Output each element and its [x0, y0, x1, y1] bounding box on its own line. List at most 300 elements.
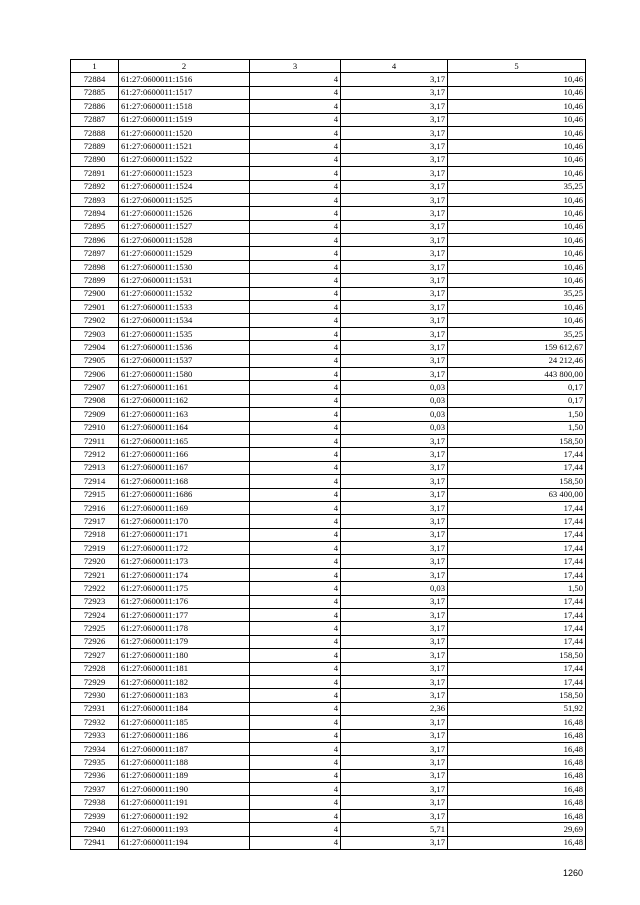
category-cell: 4 [250, 408, 341, 421]
category-cell: 4 [250, 207, 341, 220]
row-number-cell: 72910 [71, 421, 119, 434]
rate-cell: 3,17 [341, 769, 448, 782]
table-row [71, 501, 586, 514]
category-cell: 4 [250, 582, 341, 595]
row-number-cell: 72941 [71, 836, 119, 849]
rate-cell: 0,03 [341, 421, 448, 434]
row-number-cell: 72937 [71, 783, 119, 796]
row-number-cell: 72925 [71, 622, 119, 635]
amount-cell: 10,46 [448, 73, 586, 86]
row-number-cell: 72935 [71, 756, 119, 769]
cadastral-number-cell: 61:27:0600011:167 [119, 461, 250, 474]
category-cell: 4 [250, 542, 341, 555]
category-cell: 4 [250, 823, 341, 836]
cadastral-number-cell: 61:27:0600011:187 [119, 742, 250, 755]
category-cell: 4 [250, 287, 341, 300]
cadastral-number-cell: 61:27:0600011:1517 [119, 86, 250, 99]
amount-cell: 29,69 [448, 823, 586, 836]
cadastral-number-cell: 61:27:0600011:184 [119, 702, 250, 715]
rate-cell: 3,17 [341, 274, 448, 287]
cadastral-number-cell: 61:27:0600011:191 [119, 796, 250, 809]
category-cell: 4 [250, 448, 341, 461]
rate-cell: 3,17 [341, 716, 448, 729]
row-number-cell: 72911 [71, 434, 119, 447]
rate-cell: 3,17 [341, 341, 448, 354]
rate-cell: 3,17 [341, 528, 448, 541]
amount-cell: 16,48 [448, 756, 586, 769]
rate-cell: 3,17 [341, 220, 448, 233]
amount-cell: 17,44 [448, 675, 586, 688]
cadastral-number-cell: 61:27:0600011:188 [119, 756, 250, 769]
category-cell: 4 [250, 327, 341, 340]
category-cell: 4 [250, 367, 341, 380]
row-number-cell: 72917 [71, 515, 119, 528]
row-number-cell: 72898 [71, 260, 119, 273]
amount-cell: 51,92 [448, 702, 586, 715]
row-number-cell: 72904 [71, 341, 119, 354]
table-row [71, 796, 586, 809]
row-number-cell: 72939 [71, 809, 119, 822]
row-number-cell: 72914 [71, 475, 119, 488]
amount-cell: 10,46 [448, 140, 586, 153]
category-cell: 4 [250, 568, 341, 581]
category-cell: 4 [250, 796, 341, 809]
amount-cell: 1,50 [448, 408, 586, 421]
category-cell: 4 [250, 86, 341, 99]
cadastral-number-cell: 61:27:0600011:1533 [119, 301, 250, 314]
rate-cell: 3,17 [341, 796, 448, 809]
amount-cell: 17,44 [448, 622, 586, 635]
row-number-cell: 72918 [71, 528, 119, 541]
page-number: 1260 [562, 868, 583, 878]
table-row [71, 756, 586, 769]
table-row [71, 234, 586, 247]
rate-cell: 3,17 [341, 662, 448, 675]
cadastral-number-cell: 61:27:0600011:180 [119, 649, 250, 662]
row-number-cell: 72923 [71, 595, 119, 608]
rate-cell: 3,17 [341, 100, 448, 113]
row-number-cell: 72922 [71, 582, 119, 595]
category-cell: 4 [250, 247, 341, 260]
rate-cell: 3,17 [341, 475, 448, 488]
amount-cell: 17,44 [448, 448, 586, 461]
amount-cell: 17,44 [448, 568, 586, 581]
cadastral-number-cell: 61:27:0600011:181 [119, 662, 250, 675]
rate-cell: 3,17 [341, 126, 448, 139]
table-row [71, 742, 586, 755]
cadastral-number-cell: 61:27:0600011:170 [119, 515, 250, 528]
table-row [71, 823, 586, 836]
row-number-cell: 72890 [71, 153, 119, 166]
row-number-cell: 72921 [71, 568, 119, 581]
row-number-cell: 72892 [71, 180, 119, 193]
amount-cell: 24 212,46 [448, 354, 586, 367]
table-row [71, 327, 586, 340]
row-number-cell: 72884 [71, 73, 119, 86]
row-number-cell: 72934 [71, 742, 119, 755]
category-cell: 4 [250, 783, 341, 796]
rate-cell: 3,17 [341, 140, 448, 153]
table-row [71, 595, 586, 608]
rate-cell: 3,17 [341, 689, 448, 702]
cadastral-number-cell: 61:27:0600011:175 [119, 582, 250, 595]
rate-cell: 3,17 [341, 609, 448, 622]
category-cell: 4 [250, 662, 341, 675]
amount-cell: 158,50 [448, 434, 586, 447]
amount-cell: 17,44 [448, 542, 586, 555]
amount-cell: 17,44 [448, 528, 586, 541]
category-cell: 4 [250, 488, 341, 501]
category-cell: 4 [250, 756, 341, 769]
cadastral-number-cell: 61:27:0600011:1527 [119, 220, 250, 233]
cadastral-number-cell: 61:27:0600011:1522 [119, 153, 250, 166]
cadastral-number-cell: 61:27:0600011:1523 [119, 167, 250, 180]
rate-cell: 3,17 [341, 729, 448, 742]
cadastral-number-cell: 61:27:0600011:1534 [119, 314, 250, 327]
amount-cell: 17,44 [448, 555, 586, 568]
rate-cell: 3,17 [341, 675, 448, 688]
table-row [71, 649, 586, 662]
amount-cell: 1,50 [448, 582, 586, 595]
amount-cell: 10,46 [448, 100, 586, 113]
row-number-cell: 72919 [71, 542, 119, 555]
row-number-cell: 72908 [71, 394, 119, 407]
category-cell: 4 [250, 609, 341, 622]
rate-cell: 3,17 [341, 180, 448, 193]
cadastral-number-cell: 61:27:0600011:162 [119, 394, 250, 407]
rate-cell: 3,17 [341, 434, 448, 447]
cadastral-number-cell: 61:27:0600011:172 [119, 542, 250, 555]
rate-cell: 3,17 [341, 73, 448, 86]
amount-cell: 16,48 [448, 796, 586, 809]
amount-cell: 17,44 [448, 609, 586, 622]
table-row [71, 662, 586, 675]
rate-cell: 3,17 [341, 836, 448, 849]
amount-cell: 16,48 [448, 729, 586, 742]
category-cell: 4 [250, 421, 341, 434]
row-number-cell: 72928 [71, 662, 119, 675]
rate-cell: 3,17 [341, 247, 448, 260]
amount-cell: 10,46 [448, 220, 586, 233]
amount-cell: 10,46 [448, 247, 586, 260]
data-table [70, 59, 586, 850]
row-number-cell: 72903 [71, 327, 119, 340]
row-number-cell: 72936 [71, 769, 119, 782]
row-number-cell: 72893 [71, 193, 119, 206]
table-row [71, 729, 586, 742]
table-row [71, 247, 586, 260]
cadastral-number-cell: 61:27:0600011:173 [119, 555, 250, 568]
category-cell: 4 [250, 113, 341, 126]
column-header: 5 [448, 60, 586, 73]
amount-cell: 63 400,00 [448, 488, 586, 501]
amount-cell: 1,50 [448, 421, 586, 434]
row-number-cell: 72929 [71, 675, 119, 688]
cadastral-number-cell: 61:27:0600011:1532 [119, 287, 250, 300]
table-row [71, 341, 586, 354]
rate-cell: 3,17 [341, 568, 448, 581]
amount-cell: 0,17 [448, 394, 586, 407]
table-row [71, 461, 586, 474]
column-header: 3 [250, 60, 341, 73]
column-header: 4 [341, 60, 448, 73]
category-cell: 4 [250, 126, 341, 139]
table-row [71, 675, 586, 688]
rate-cell: 3,17 [341, 756, 448, 769]
row-number-cell: 72909 [71, 408, 119, 421]
table-row [71, 769, 586, 782]
table-row [71, 528, 586, 541]
table-row [71, 86, 586, 99]
row-number-cell: 72900 [71, 287, 119, 300]
table-row [71, 568, 586, 581]
cadastral-number-cell: 61:27:0600011:1535 [119, 327, 250, 340]
table-row [71, 448, 586, 461]
category-cell: 4 [250, 193, 341, 206]
cadastral-number-cell: 61:27:0600011:168 [119, 475, 250, 488]
cadastral-number-cell: 61:27:0600011:1519 [119, 113, 250, 126]
table-row [71, 126, 586, 139]
row-number-cell: 72926 [71, 635, 119, 648]
category-cell: 4 [250, 301, 341, 314]
category-cell: 4 [250, 729, 341, 742]
cadastral-number-cell: 61:27:0600011:1518 [119, 100, 250, 113]
amount-cell: 10,46 [448, 234, 586, 247]
row-number-cell: 72924 [71, 609, 119, 622]
category-cell: 4 [250, 742, 341, 755]
cadastral-number-cell: 61:27:0600011:1531 [119, 274, 250, 287]
amount-cell: 10,46 [448, 126, 586, 139]
table-row [71, 542, 586, 555]
category-cell: 4 [250, 140, 341, 153]
table-row [71, 783, 586, 796]
table-row [71, 140, 586, 153]
rate-cell: 3,17 [341, 542, 448, 555]
category-cell: 4 [250, 274, 341, 287]
rate-cell: 3,17 [341, 783, 448, 796]
column-header: 2 [119, 60, 250, 73]
cadastral-number-cell: 61:27:0600011:1521 [119, 140, 250, 153]
cadastral-number-cell: 61:27:0600011:1516 [119, 73, 250, 86]
cadastral-number-cell: 61:27:0600011:1537 [119, 354, 250, 367]
amount-cell: 35,25 [448, 327, 586, 340]
cadastral-number-cell: 61:27:0600011:194 [119, 836, 250, 849]
rate-cell: 3,17 [341, 595, 448, 608]
table-row [71, 367, 586, 380]
table-row [71, 515, 586, 528]
rate-cell: 3,17 [341, 113, 448, 126]
rate-cell: 3,17 [341, 515, 448, 528]
cadastral-number-cell: 61:27:0600011:163 [119, 408, 250, 421]
category-cell: 4 [250, 836, 341, 849]
cadastral-number-cell: 61:27:0600011:182 [119, 675, 250, 688]
rate-cell: 3,17 [341, 742, 448, 755]
rate-cell: 3,17 [341, 287, 448, 300]
category-cell: 4 [250, 314, 341, 327]
cadastral-number-cell: 61:27:0600011:1528 [119, 234, 250, 247]
amount-cell: 16,48 [448, 742, 586, 755]
table-row [71, 635, 586, 648]
table-row [71, 475, 586, 488]
row-number-cell: 72932 [71, 716, 119, 729]
rate-cell: 3,17 [341, 153, 448, 166]
rate-cell: 0,03 [341, 394, 448, 407]
table-row [71, 193, 586, 206]
category-cell: 4 [250, 622, 341, 635]
table-row [71, 689, 586, 702]
table-row [71, 100, 586, 113]
rate-cell: 0,03 [341, 381, 448, 394]
amount-cell: 16,48 [448, 769, 586, 782]
cadastral-number-cell: 61:27:0600011:179 [119, 635, 250, 648]
cadastral-number-cell: 61:27:0600011:161 [119, 381, 250, 394]
rate-cell: 3,17 [341, 234, 448, 247]
cadastral-number-cell: 61:27:0600011:192 [119, 809, 250, 822]
row-number-cell: 72905 [71, 354, 119, 367]
row-number-cell: 72902 [71, 314, 119, 327]
table-header-row [71, 60, 586, 73]
row-number-cell: 72886 [71, 100, 119, 113]
cadastral-number-cell: 61:27:0600011:174 [119, 568, 250, 581]
amount-cell: 16,48 [448, 783, 586, 796]
category-cell: 4 [250, 354, 341, 367]
cadastral-number-cell: 61:27:0600011:190 [119, 783, 250, 796]
amount-cell: 158,50 [448, 649, 586, 662]
table-row [71, 354, 586, 367]
rate-cell: 5,71 [341, 823, 448, 836]
amount-cell: 0,17 [448, 381, 586, 394]
cadastral-number-cell: 61:27:0600011:1526 [119, 207, 250, 220]
cadastral-number-cell: 61:27:0600011:165 [119, 434, 250, 447]
table-row [71, 394, 586, 407]
table-row [71, 301, 586, 314]
category-cell: 4 [250, 515, 341, 528]
amount-cell: 10,46 [448, 274, 586, 287]
row-number-cell: 72891 [71, 167, 119, 180]
category-cell: 4 [250, 220, 341, 233]
row-number-cell: 72931 [71, 702, 119, 715]
category-cell: 4 [250, 595, 341, 608]
row-number-cell: 72889 [71, 140, 119, 153]
category-cell: 4 [250, 260, 341, 273]
amount-cell: 16,48 [448, 716, 586, 729]
category-cell: 4 [250, 769, 341, 782]
table-row [71, 408, 586, 421]
category-cell: 4 [250, 716, 341, 729]
table-row [71, 622, 586, 635]
cadastral-number-cell: 61:27:0600011:186 [119, 729, 250, 742]
table-row [71, 702, 586, 715]
amount-cell: 17,44 [448, 595, 586, 608]
amount-cell: 159 612,67 [448, 341, 586, 354]
table-row [71, 220, 586, 233]
row-number-cell: 72920 [71, 555, 119, 568]
table-body [71, 73, 586, 850]
amount-cell: 35,25 [448, 180, 586, 193]
rate-cell: 0,03 [341, 582, 448, 595]
cadastral-number-cell: 61:27:0600011:193 [119, 823, 250, 836]
table-row [71, 836, 586, 849]
rate-cell: 3,17 [341, 167, 448, 180]
row-number-cell: 72906 [71, 367, 119, 380]
category-cell: 4 [250, 234, 341, 247]
table-row [71, 421, 586, 434]
amount-cell: 158,50 [448, 689, 586, 702]
table-row [71, 381, 586, 394]
table-row [71, 582, 586, 595]
cadastral-number-cell: 61:27:0600011:189 [119, 769, 250, 782]
row-number-cell: 72930 [71, 689, 119, 702]
category-cell: 4 [250, 555, 341, 568]
row-number-cell: 72907 [71, 381, 119, 394]
category-cell: 4 [250, 100, 341, 113]
rate-cell: 3,17 [341, 193, 448, 206]
category-cell: 4 [250, 153, 341, 166]
amount-cell: 158,50 [448, 475, 586, 488]
table-row [71, 167, 586, 180]
amount-cell: 10,46 [448, 314, 586, 327]
row-number-cell: 72912 [71, 448, 119, 461]
rate-cell: 3,17 [341, 86, 448, 99]
amount-cell: 17,44 [448, 662, 586, 675]
amount-cell: 10,46 [448, 153, 586, 166]
row-number-cell: 72894 [71, 207, 119, 220]
category-cell: 4 [250, 475, 341, 488]
rate-cell: 3,17 [341, 314, 448, 327]
amount-cell: 10,46 [448, 113, 586, 126]
table-row [71, 488, 586, 501]
table-row [71, 555, 586, 568]
cadastral-number-cell: 61:27:0600011:185 [119, 716, 250, 729]
cadastral-number-cell: 61:27:0600011:1529 [119, 247, 250, 260]
row-number-cell: 72901 [71, 301, 119, 314]
table-row [71, 73, 586, 86]
row-number-cell: 72888 [71, 126, 119, 139]
category-cell: 4 [250, 381, 341, 394]
cadastral-number-cell: 61:27:0600011:1530 [119, 260, 250, 273]
row-number-cell: 72938 [71, 796, 119, 809]
amount-cell: 17,44 [448, 635, 586, 648]
table-row [71, 314, 586, 327]
row-number-cell: 72897 [71, 247, 119, 260]
table-row [71, 153, 586, 166]
amount-cell: 17,44 [448, 515, 586, 528]
cadastral-number-cell: 61:27:0600011:166 [119, 448, 250, 461]
category-cell: 4 [250, 689, 341, 702]
amount-cell: 10,46 [448, 86, 586, 99]
category-cell: 4 [250, 73, 341, 86]
cadastral-number-cell: 61:27:0600011:169 [119, 501, 250, 514]
amount-cell: 10,46 [448, 167, 586, 180]
row-number-cell: 72887 [71, 113, 119, 126]
category-cell: 4 [250, 675, 341, 688]
rate-cell: 3,17 [341, 327, 448, 340]
category-cell: 4 [250, 341, 341, 354]
amount-cell: 17,44 [448, 461, 586, 474]
amount-cell: 10,46 [448, 193, 586, 206]
amount-cell: 10,46 [448, 207, 586, 220]
category-cell: 4 [250, 809, 341, 822]
cadastral-number-cell: 61:27:0600011:1536 [119, 341, 250, 354]
table-row [71, 180, 586, 193]
row-number-cell: 72896 [71, 234, 119, 247]
category-cell: 4 [250, 635, 341, 648]
amount-cell: 10,46 [448, 301, 586, 314]
table-row [71, 609, 586, 622]
row-number-cell: 72895 [71, 220, 119, 233]
cadastral-number-cell: 61:27:0600011:1520 [119, 126, 250, 139]
category-cell: 4 [250, 394, 341, 407]
